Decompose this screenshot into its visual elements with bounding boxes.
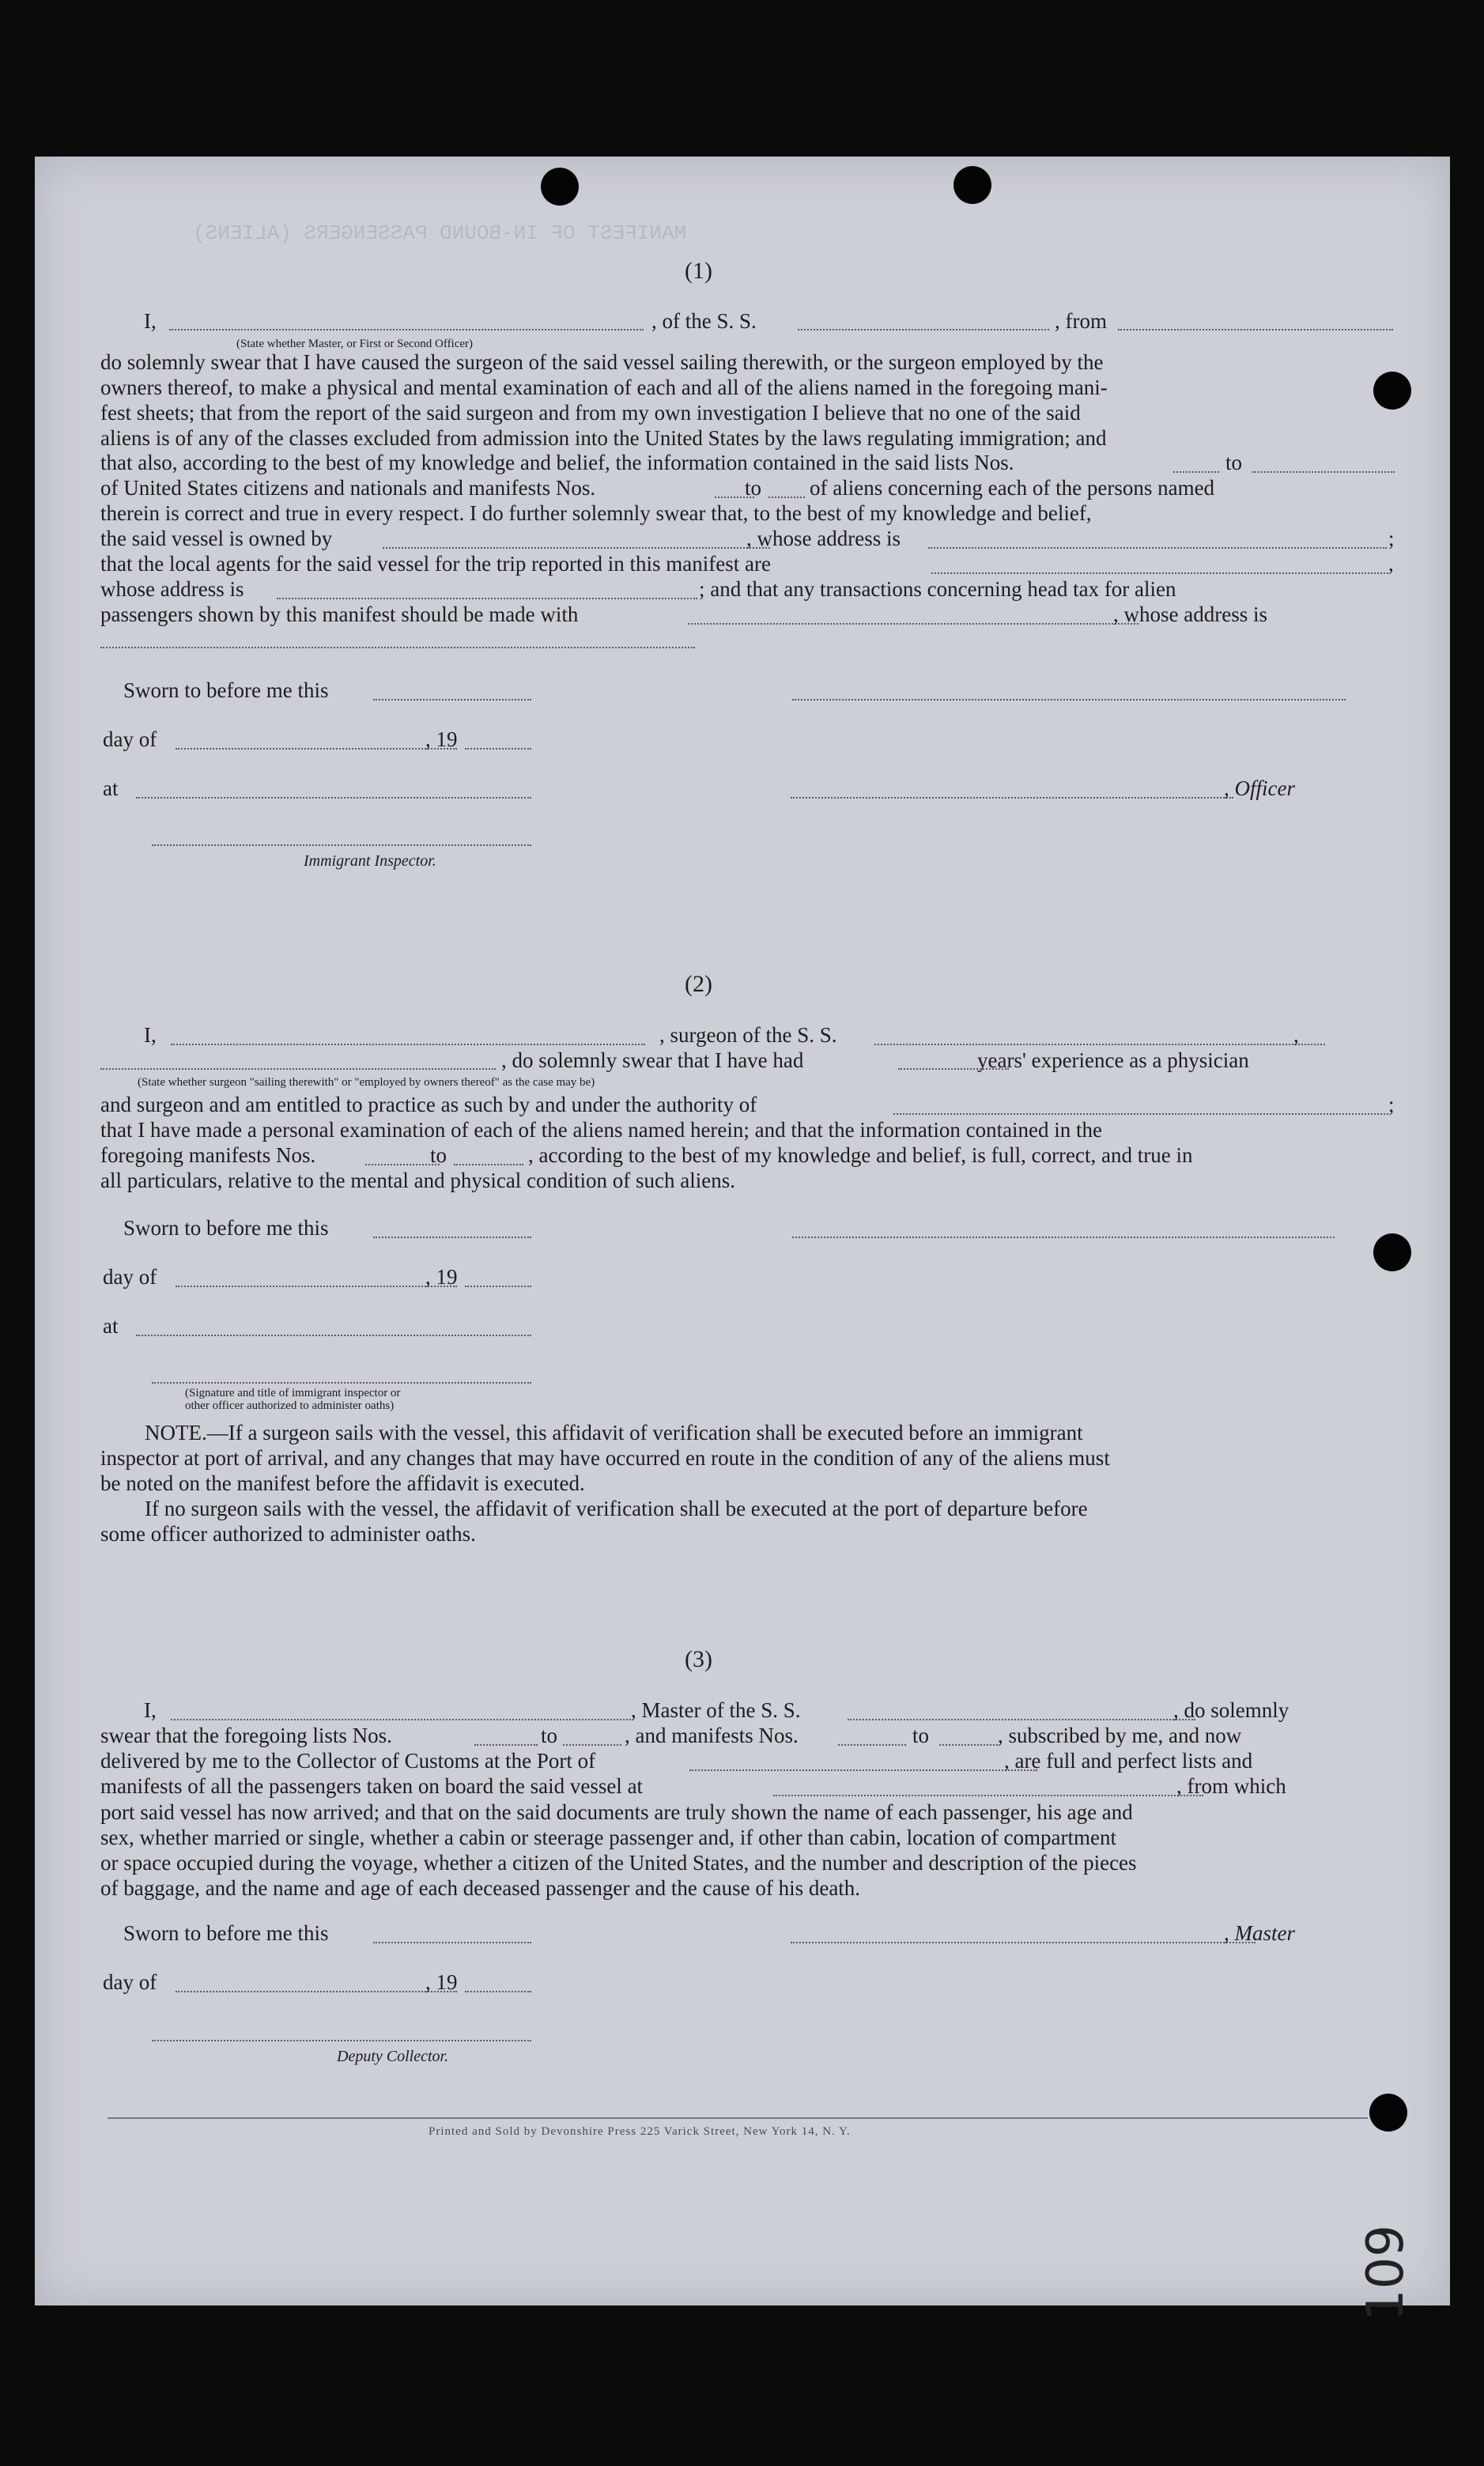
- from-which-label: , from which: [1176, 1774, 1286, 1798]
- year-label-1: , 19: [425, 727, 458, 751]
- master-signature-field[interactable]: [791, 1942, 1256, 1943]
- other-officer-signature-field[interactable]: [152, 1382, 531, 1384]
- lists-from-field[interactable]: [1173, 471, 1219, 473]
- sig-note-1: (Signature and title of immigrant inspector or: [185, 1387, 401, 1399]
- from-port-field[interactable]: [1118, 329, 1393, 330]
- and-manifests-label: , and manifests Nos.: [625, 1724, 799, 1747]
- place-field-2[interactable]: [136, 1335, 531, 1336]
- full-perfect-label: , are full and perfect lists and: [1004, 1749, 1253, 1773]
- head-tax-agent-field[interactable]: [688, 623, 1138, 625]
- year-label-2: , 19: [425, 1265, 458, 1289]
- year-field-3[interactable]: [465, 1991, 531, 1992]
- printer-footer: Printed and Sold by Devonshire Press 225 Varick Street, New York 14, N. Y.: [429, 2125, 851, 2138]
- master-of-label: , Master of the S. S.: [631, 1698, 801, 1722]
- at-label-2: at: [103, 1314, 119, 1338]
- punch-hole: [1369, 2094, 1407, 2132]
- sworn-label-2: Sworn to before me this: [123, 1216, 329, 1240]
- master-name-field-3[interactable]: [171, 1719, 631, 1720]
- years-label: years' experience as a physician: [977, 1048, 1249, 1072]
- year-label-3: , 19: [425, 1970, 458, 1994]
- month-field-1[interactable]: [176, 748, 457, 750]
- semicolon: ;: [1388, 527, 1395, 550]
- oath-3-line-2: delivered by me to the Collector of Customs at the Port of: [100, 1749, 596, 1773]
- port-field[interactable]: [689, 1769, 1037, 1771]
- oath-2-line-2: that I have made a personal examination of each of the aliens named herein; and that the information contained in the: [100, 1118, 1103, 1142]
- bleed-through-text: MANIFEST OF IN-BOUND PASSENGERS (ALIENS): [193, 221, 687, 245]
- surgeon-hint: (State whether surgeon "sailing therewith" or "employed by owners thereof" as the case may be): [138, 1076, 595, 1089]
- vessel-name-field[interactable]: [798, 329, 1049, 330]
- surgeon-manifests-to-field[interactable]: [454, 1164, 523, 1165]
- sworn-date-field-3[interactable]: [373, 1942, 531, 1943]
- surgeon-of-label: , surgeon of the S. S.: [659, 1023, 837, 1047]
- section-1-number: (1): [685, 258, 712, 284]
- day-of-label-3: day of: [103, 1970, 157, 1994]
- handwritten-page-number: 109: [1357, 2224, 1416, 2322]
- master-vessel-field[interactable]: [848, 1719, 1195, 1720]
- owner-address-field[interactable]: [928, 547, 1387, 549]
- officer-label: , Officer: [1224, 776, 1295, 800]
- manifests-to-field[interactable]: [768, 497, 805, 498]
- do-solemnly-label: , do solemnly: [1173, 1698, 1290, 1722]
- oath-1-line-9: that the local agents for the said vessel for the trip reported in this manifest are: [100, 552, 771, 576]
- manifests-to-field-3[interactable]: [939, 1744, 998, 1746]
- signature-field-1[interactable]: [792, 699, 1346, 701]
- agents-address-field[interactable]: [277, 598, 697, 599]
- punch-hole: [953, 166, 991, 204]
- punch-hole: [1373, 1233, 1411, 1271]
- master-label: , Master: [1224, 1921, 1295, 1945]
- section-2-number: (2): [685, 971, 712, 997]
- do-swear-label: , do solemnly swear that I have had: [501, 1048, 804, 1072]
- semicolon: ;: [1388, 1093, 1395, 1116]
- oath-1-i-label: I,: [144, 309, 157, 333]
- manifests-from-field-3[interactable]: [838, 1744, 906, 1746]
- lists-to-field[interactable]: [1252, 471, 1395, 473]
- oath-1-line-10: whose address is: [100, 577, 244, 601]
- day-of-label-2: day of: [103, 1265, 157, 1289]
- head-tax-label: ; and that any transactions concerning head tax for alien: [699, 577, 1176, 601]
- oath-1-line-7: therein is correct and true in every respect. I do further solemnly swear that, to the best of my knowledge and belief,: [100, 501, 1092, 525]
- lists-to-field-3[interactable]: [563, 1744, 621, 1746]
- deputy-signature-field[interactable]: [152, 2040, 531, 2041]
- surgeon-name-field[interactable]: [171, 1044, 645, 1045]
- comma: ,: [1388, 552, 1394, 576]
- oath-3-i-label: I,: [144, 1698, 157, 1722]
- signature-field-2[interactable]: [792, 1237, 1335, 1238]
- master-hint: (State whether Master, or First or Second Officer): [236, 338, 474, 350]
- oath-3-body: port said vessel has now arrived; and that on the said documents are truly shown the name of each passenger, his age and sex, whether married or single, whether a cabin or steerage passenger and, if other than cabin, location of compartment or space occupied during the voyage, whether a citizen of the United States, and the number and description of the pieces of baggage, and the name and age of each deceased passenger and the cause of his death.: [100, 1800, 1137, 1900]
- section-3-number: (3): [685, 1646, 712, 1672]
- oath-2-line-3: foregoing manifests Nos.: [100, 1143, 316, 1167]
- month-field-2[interactable]: [176, 1286, 457, 1287]
- footer-rule: [108, 2117, 1368, 2119]
- subscribed-label: , subscribed by me, and now: [998, 1724, 1242, 1747]
- embarkation-port-field[interactable]: [773, 1795, 1203, 1796]
- oath-1-body: do solemnly swear that I have caused the surgeon of the said vessel sailing therewith, or the surgeon employed by the owners thereof, to make a physical and mental examination of each and all of the aliens named in the foregoing mani- fest sheets; that from the report of the said surgeon and from my own investigation I believe that no one of the said aliens is of any of the classes excluded from admission into the United States by the laws regulating immigration; and: [100, 350, 1108, 450]
- whose-address-label-2: , whose address is: [1113, 602, 1267, 626]
- to-label: to: [912, 1724, 930, 1747]
- punch-hole: [541, 168, 579, 206]
- oath-3-line-3: manifests of all the passengers taken on board the said vessel at: [100, 1774, 644, 1798]
- oath-2-line-1: and surgeon and am entitled to practice as such by and under the authority of: [100, 1093, 757, 1116]
- oath-1-line-11: passengers shown by this manifest should be made with: [100, 602, 579, 626]
- sworn-date-field-2[interactable]: [373, 1237, 531, 1238]
- to-label: to: [541, 1724, 558, 1747]
- oath-2-line-4: all particulars, relative to the mental and physical condition of such aliens.: [100, 1169, 735, 1192]
- surgeon-vessel-field[interactable]: [874, 1044, 1325, 1045]
- day-of-label-1: day of: [103, 727, 157, 751]
- to-label: to: [1225, 451, 1243, 474]
- master-name-field[interactable]: [169, 329, 644, 330]
- local-agents-field[interactable]: [931, 572, 1388, 574]
- sworn-date-field-1[interactable]: [373, 699, 531, 701]
- of-aliens-label: of aliens concerning each of the persons named: [810, 476, 1215, 500]
- oath-1-line-5: that also, according to the best of my knowledge and belief, the information contained in the said lists Nos.: [100, 451, 1014, 474]
- note-block: NOTE.—If a surgeon sails with the vessel, this affidavit of verification shall be executed before an immigrant inspector at port of arrival, and any changes that may have occurred en route in the condition of any of the aliens must be noted on the manifest before the affidavit is executed. If no surgeon sails with the vessel, the affidavit of verification shall be executed at the port of departure before some officer authorized to administer oaths.: [100, 1421, 1110, 1546]
- lists-from-field-3[interactable]: [474, 1744, 538, 1746]
- surgeon-type-field[interactable]: [100, 1068, 496, 1070]
- whose-address-label: , whose address is: [746, 527, 901, 550]
- sig-note-2: other officer authorized to administer oaths): [185, 1399, 395, 1412]
- officer-field[interactable]: [791, 797, 1233, 799]
- deputy-label: Deputy Collector.: [337, 2048, 449, 2065]
- comma: ,: [1293, 1023, 1299, 1047]
- oath-1-line-6: of United States citizens and nationals and manifests Nos.: [100, 476, 596, 500]
- month-field-3[interactable]: [176, 1991, 457, 1992]
- oath-1-line-8: the said vessel is owned by: [100, 527, 333, 550]
- inspector-label: Immigrant Inspector.: [304, 852, 436, 870]
- at-label-1: at: [103, 776, 119, 800]
- sworn-label-3: Sworn to before me this: [123, 1921, 329, 1945]
- head-tax-address-field[interactable]: [100, 647, 695, 648]
- of-ss-label: , of the S. S.: [651, 309, 757, 333]
- to-label: to: [745, 476, 762, 500]
- from-label: , from: [1055, 309, 1107, 333]
- oath-2-i-label: I,: [144, 1023, 157, 1047]
- oath-3-line-1: swear that the foregoing lists Nos.: [100, 1724, 392, 1747]
- year-field-2[interactable]: [465, 1286, 531, 1287]
- place-field-1[interactable]: [136, 797, 531, 799]
- sworn-label-1: Sworn to before me this: [123, 678, 329, 702]
- surgeon-manifests-from-field[interactable]: [365, 1164, 440, 1165]
- year-field-1[interactable]: [465, 748, 531, 750]
- to-label: to: [430, 1143, 447, 1167]
- inspector-signature-field[interactable]: [152, 844, 531, 846]
- according-label: , according to the best of my knowledge and belief, is full, correct, and true in: [528, 1143, 1193, 1167]
- manifest-page: [35, 157, 1450, 2322]
- owner-field[interactable]: [383, 547, 770, 549]
- authority-field[interactable]: [893, 1113, 1388, 1115]
